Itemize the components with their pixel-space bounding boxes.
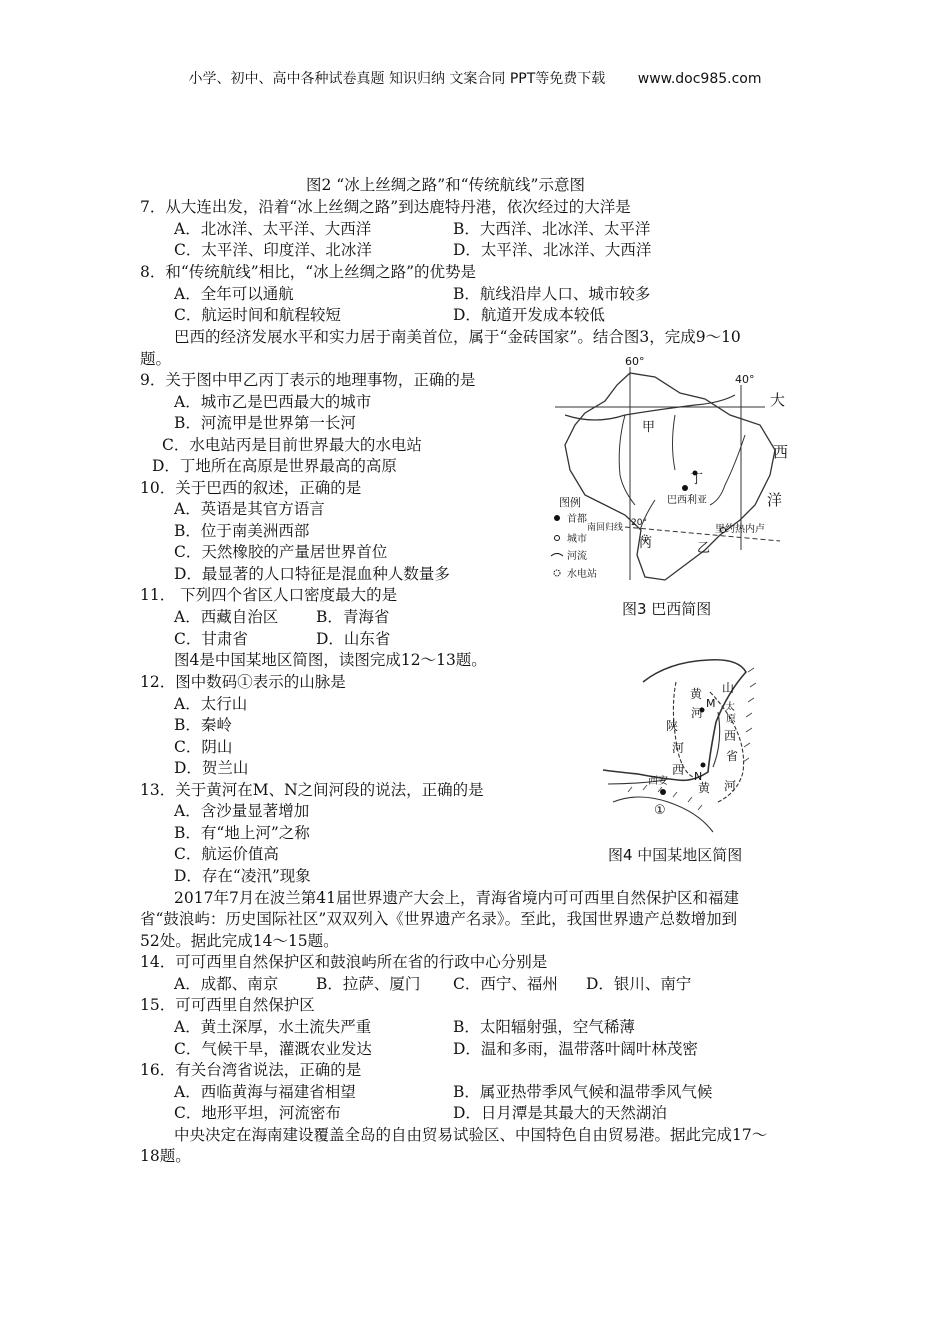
q14-option-a: A．成都、南京 [174,975,279,993]
page-header [0,68,950,88]
legend-capital: 首都 [567,514,587,525]
legend-hydro: 水电站 [567,569,597,580]
q13-stem: 13．关于黄河在M、N之间河段的说法，正确的是 [140,781,484,799]
legend-river: 河流 [567,551,587,562]
label-he2: 河 [724,779,737,793]
q10-option-b: B．位于南美洲西部 [174,522,310,540]
legend-city-icon [555,536,560,541]
point-n-marker [701,763,706,768]
intro-12-13: 图4是中国某地区简图，读图完成12～13题。 [174,651,487,669]
q15-option-c: C．气候干旱，灌溉农业发达 [174,1040,372,1058]
q15-stem: 15．可可西里自然保护区 [140,996,315,1014]
fig3-caption: 图3 巴西简图 [622,600,712,618]
label-xian: 西安 [648,776,668,787]
q14-option-b: B．拉萨、厦门 [316,975,421,993]
q8-option-d: D．航道开发成本较低 [453,306,605,324]
q11-option-d: D．山东省 [316,630,391,648]
q9-option-a: A．城市乙是巴西最大的城市 [174,393,372,411]
q16-option-c: C．地形平坦，河流密布 [174,1104,341,1122]
label-tai: 太 [725,702,735,713]
label-ding: 丁 [690,472,704,487]
q8-option-a: A．全年可以通航 [174,285,294,303]
legend-capital-icon [554,515,560,521]
label-shaan: 陕 [666,719,679,733]
q15-option-a: A．黄土深厚，水土流失严重 [174,1018,372,1036]
q16-stem: 16．有关台湾省说法，正确的是 [140,1061,362,1079]
brazil-map [545,355,805,595]
fig4-caption: 图4 中国某地区简图 [608,846,743,864]
label-brasilia: 巴西利亚 [667,495,707,506]
intro-14-15-line2: 省“鼓浪屿：历史国际社区”双双列入《世界遗产名录》。至此，我国世界遗产总数增加到 [140,910,738,928]
intro-17-18-line1: 中央决定在海南建设覆盖全岛的自由贸易试验区、中国特色自由贸易港。据此完成17～ [174,1126,768,1144]
q16-option-d: D．日月潭是其最大的天然湖泊 [453,1104,667,1122]
q7-option-b: B．大西洋、北冰洋、太平洋 [453,220,651,238]
label-shan: 山 [722,681,735,695]
q9-stem: 9．关于图中甲乙丙丁表示的地理事物，正确的是 [140,371,476,389]
q7-stem: 7．从大连出发，沿着“冰上丝绸之路”到达鹿特丹港，依次经过的大洋是 [140,198,631,216]
label-bing: 丙 [639,536,653,551]
label-rio: 里约热内卢 [715,524,765,535]
intro-14-15-line3: 52处。据此完成14～15题。 [140,932,339,950]
q13-option-c: C．航运价值高 [174,845,279,863]
header-text: 小学、初中、高中各种试卷真题 知识归纳 文案合同 PPT等免费下载 [188,71,606,87]
q7-option-a: A．北冰洋、太平洋、大西洋 [174,220,372,238]
q7-option-c: C．太平洋、印度洋、北冰洋 [174,241,372,259]
q10-option-d: D．最显著的人口特征是混血种人数量多 [174,565,450,583]
ocean-char-2: 西 [773,443,789,461]
q15-option-b: B．太阳辐射强，空气稀薄 [453,1018,635,1036]
label-sheng: 省 [726,749,739,763]
legend-title: 图例 [559,496,581,509]
q11-stem: 11． 下列四个省区人口密度最大的是 [140,586,398,604]
label-60: 60° [625,355,645,368]
q10-option-c: C．天然橡胶的产量居世界首位 [174,543,388,561]
q11-option-b: B．青海省 [316,608,390,626]
q15-option-d: D．温和多雨，温带落叶阔叶林茂密 [453,1040,698,1058]
q9-option-b: B．河流甲是世界第一长河 [174,414,356,432]
label-n: N [694,770,703,783]
q16-option-b: B．属亚热带季风气候和温带季风气候 [453,1083,713,1101]
q14-option-d: D．银川、南宁 [586,975,692,993]
ocean-char-1: 大 [770,391,786,409]
brasilia-capital-marker [682,485,688,491]
q13-option-d: D．存在“凌汛”现象 [174,867,311,885]
intro-9-10-line1: 巴西的经济发展水平和实力居于南美首位，属于“金砖国家”。结合图3，完成9～10 [174,328,741,346]
q12-option-a: A．太行山 [174,695,248,713]
label-tropic: 南回归线 [587,523,624,533]
q10-stem: 10．关于巴西的叙述，正确的是 [140,479,362,497]
q7-option-d: D．太平洋、北冰洋、大西洋 [453,241,652,259]
q13-option-a: A．含沙量显著增加 [174,802,310,820]
label-huang: 黄 [690,687,703,701]
q9-option-c: C．水电站丙是目前世界最大的水电站 [162,436,422,454]
q14-stem: 14．可可西里自然保护区和鼓浪屿所在省的行政中心分别是 [140,953,548,971]
q16-option-a: A．西临黄海与福建省相望 [174,1083,356,1101]
ocean-char-3: 洋 [767,491,783,509]
label-huang2: 黄 [698,781,711,795]
q8-stem: 8．和“传统航线”相比，“冰上丝绸之路”的优势是 [140,263,477,281]
label-20: 20° [631,518,647,528]
label-jia: 甲 [642,420,656,435]
q8-option-c: C．航运时间和航程较短 [174,306,341,324]
label-xi: 西 [724,729,737,743]
label-he-shaanxi: 河 [672,741,685,755]
label-yuan: 原 [726,714,736,725]
intro-17-18-line2: 18题。 [140,1147,191,1165]
q9-option-d: D．丁地所在高原是世界最高的高原 [152,457,397,475]
q14-option-c: C．西宁、福州 [453,975,558,993]
intro-14-15-line1: 2017年7月在波兰第41届世界遗产大会上，青海省境内可可西里自然保护区和福建 [174,889,740,907]
q10-option-a: A．英语是其官方语言 [174,500,325,518]
label-m: M [706,697,716,710]
label-yi: 乙 [697,541,711,556]
header-url[interactable]: www.doc985.com [637,71,762,87]
q12-option-b: B．秦岭 [174,716,232,734]
legend-hydro-icon [554,570,560,576]
legend-river-icon [551,554,563,557]
q12-option-d: D．贺兰山 [174,759,249,777]
intro-9-10-line2: 题。 [140,350,172,368]
fig2-caption: 图2 “冰上丝绸之路”和“传统航线”示意图 [306,176,585,194]
label-xi2: 西 [672,763,685,777]
xian-marker [660,789,666,795]
legend-city: 城市 [567,534,587,545]
q13-option-b: B．有“地上河”之称 [174,824,310,842]
label-he: 河 [691,706,704,720]
q12-stem: 12．图中数码①表示的山脉是 [140,673,346,691]
q8-option-b: B．航线沿岸人口、城市较多 [453,285,651,303]
label-40: 40° [735,373,755,386]
label-circle1: ① [654,803,666,818]
q12-option-c: C．阴山 [174,738,233,756]
china-region-map [598,652,778,842]
q11-option-c: C．甘肃省 [174,630,248,648]
q11-option-a: A．西藏自治区 [174,608,279,626]
